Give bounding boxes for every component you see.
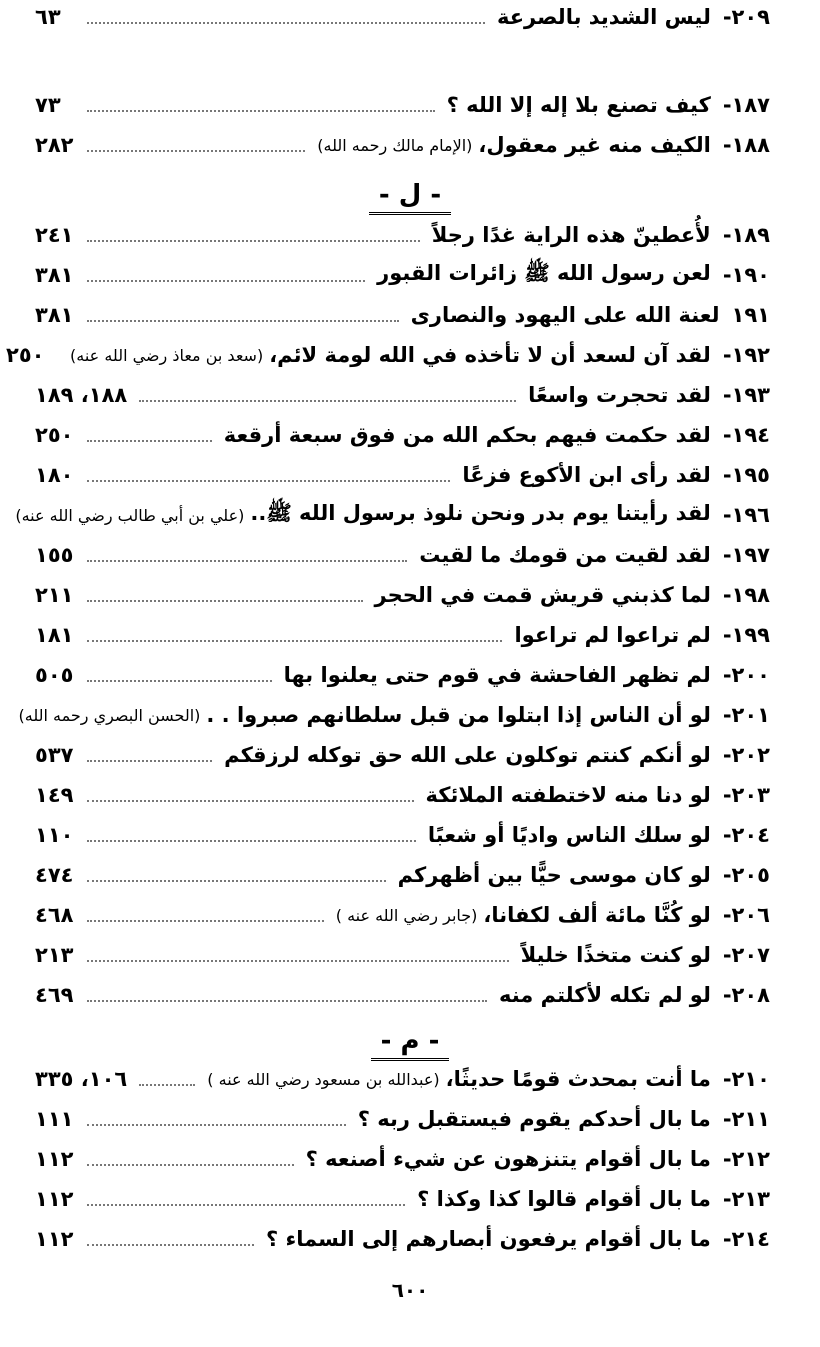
entry-page-ref: ١٤٩: [35, 783, 74, 807]
entry-number: ١٨٧-: [722, 93, 770, 117]
entry-number: ٢٠٥-: [722, 863, 770, 887]
dot-leader: [87, 600, 363, 602]
entry-text: ما بال أقوام قالوا كذا وكذا ؟: [417, 1187, 711, 1211]
entry-number: ٢٠٧-: [722, 943, 770, 967]
dot-leader: [87, 1244, 254, 1246]
dot-leader: [87, 960, 509, 962]
dot-leader: [87, 880, 386, 882]
dot-leader: [87, 22, 485, 24]
dot-leader: [87, 640, 502, 642]
index-entry: [35, 818, 770, 852]
entry-number: ١٨٨-: [722, 133, 770, 157]
entry-page-ref: ١٥٥: [35, 543, 74, 567]
entry-text: لو كان موسى حيًّا بين أظهركم: [397, 863, 711, 887]
entry-attribution: (جابر رضي الله عنه ): [335, 905, 478, 925]
dot-leader: [87, 110, 435, 112]
index-entry: [35, 618, 770, 652]
entry-text: لقد حكمت فيهم بحكم الله من فوق سبعة أرقعة: [223, 423, 711, 447]
dot-leader: [87, 800, 414, 802]
entry-text: لو سلك الناس واديًا أو شعبًا: [427, 823, 711, 847]
entry-page-ref: ٥٣٧: [35, 743, 74, 767]
dot-leader: [139, 400, 516, 402]
entry-text: لقد آن لسعد أن لا تأخذه في الله لومة لائم،: [269, 343, 711, 367]
entry-number: ٢١٠-: [722, 1067, 770, 1091]
entry-page-ref: ٢١١: [35, 583, 74, 607]
entry-text: ما أنت بمحدث قومًا حديثًا،: [445, 1067, 711, 1091]
index-entry: [35, 1222, 770, 1256]
dot-leader: [87, 1204, 405, 1206]
index-entry: [35, 258, 770, 292]
entry-text: لو أنكم كنتم توكلون على الله حق توكله لرزقكم: [224, 743, 711, 767]
entry-page-ref: ١٨٨، ١٨٩: [35, 383, 128, 407]
section-heading: [0, 1026, 820, 1061]
entry-number: ٢١٢-: [722, 1147, 770, 1171]
entry-attribution: (سعد بن معاذ رضي الله عنه): [70, 345, 264, 365]
entry-page-ref: ٤٧٤: [35, 863, 74, 887]
entry-page-ref: ٢٤١: [35, 223, 74, 247]
entry-text: لم تظهر الفاحشة في قوم حتى يعلنوا بها: [283, 663, 711, 687]
entry-page-ref: ٦٣: [35, 5, 61, 29]
dot-leader: [87, 280, 365, 282]
entry-number: ١٩١: [731, 303, 770, 327]
entry-number: ٢١١-: [722, 1107, 770, 1131]
entry-text: ما بال أقوام يرفعون أبصارهم إلى السماء ؟: [265, 1227, 711, 1251]
entry-page-ref: ٧٣: [35, 93, 61, 117]
entry-text: ما بال أقوام يتنزهون عن شيء أصنعه ؟: [305, 1147, 711, 1171]
entry-number: ٢١٣-: [722, 1187, 770, 1211]
dot-leader: [87, 920, 324, 922]
entry-text: لقد لقيت من قومك ما لقيت: [419, 543, 711, 567]
page-number: ٦٠٠: [391, 1278, 429, 1302]
index-entry: [35, 0, 770, 34]
index-entry: [35, 578, 770, 612]
entry-text: ليس الشديد بالصرعة: [496, 5, 711, 29]
entry-text: لقد رأيتنا يوم بدر ونحن نلوذ برسول الله ﷺ..: [250, 500, 711, 525]
dot-leader: [87, 320, 399, 322]
entry-text: لعنة الله على اليهود والنصارى: [410, 303, 720, 327]
entry-number: ١٩٨-: [722, 583, 770, 607]
entry-page-ref: ٢٨٢: [35, 133, 74, 157]
entry-attribution: (علي بن أبي طالب رضي الله عنه): [15, 505, 245, 525]
index-entry: [18, 698, 770, 732]
index-entry: [35, 458, 770, 492]
dot-leader: [87, 680, 272, 682]
entry-page-ref: ١١٢: [35, 1147, 74, 1171]
index-entry: [35, 1142, 770, 1176]
entry-text: الكيف منه غير معقول،: [478, 133, 711, 157]
entry-number: ١٩٧-: [722, 543, 770, 567]
entry-number: ١٩٣-: [722, 383, 770, 407]
entry-page-ref: ٣٨١: [35, 263, 74, 287]
entry-number: ٢٠٤-: [722, 823, 770, 847]
entry-page-ref: ١١٢: [35, 1227, 74, 1251]
index-entry: [35, 128, 770, 162]
entry-number: ٢٠٦-: [722, 903, 770, 927]
entry-text: لو كُنَّا مائة ألف لكفانا،: [483, 903, 711, 927]
section-heading: [0, 180, 820, 215]
entry-text: لو دنا منه لاختطفته الملائكة: [425, 783, 711, 807]
entry-page-ref: ٤٦٩: [35, 983, 74, 1007]
entry-page-ref: ٤٦٨: [35, 903, 74, 927]
entry-text: لم تراعوا لم تراعوا: [514, 623, 711, 647]
entry-attribution: (الإمام مالك رحمه الله): [317, 135, 473, 155]
entry-number: ٢١٤-: [722, 1227, 770, 1251]
entry-attribution: (عبدالله بن مسعود رضي الله عنه ): [207, 1069, 440, 1089]
entry-page-ref: ٣٨١: [35, 303, 74, 327]
entry-number: ١٨٩-: [722, 223, 770, 247]
index-entry: [35, 938, 770, 972]
entry-page-ref: ١١٢: [35, 1187, 74, 1211]
entry-number: ٢٠٣-: [722, 783, 770, 807]
entry-number: ٢٠٠-: [722, 663, 770, 687]
entry-page-ref: ٥٠٥: [35, 663, 74, 687]
entry-text: لو لم تكله لأكلتم منه: [499, 983, 711, 1007]
entry-number: ١٩٤-: [722, 423, 770, 447]
dot-leader: [87, 840, 416, 842]
entry-number: ١٩٢-: [722, 343, 770, 367]
dot-leader: [87, 760, 212, 762]
index-entry: [35, 738, 770, 772]
index-entry: [35, 88, 770, 122]
entry-number: ١٩٦-: [722, 503, 770, 527]
entry-page-ref: ٢٥٠: [35, 423, 74, 447]
dot-leader: [87, 1000, 487, 1002]
section-heading-letter: - ل -: [369, 180, 451, 215]
index-entry: [35, 418, 770, 452]
section-heading-letter: - م -: [371, 1026, 450, 1061]
entry-text: ما بال أحدكم يقوم فيستقبل ربه ؟: [357, 1107, 711, 1131]
entry-text: لقد تحجرت واسعًا: [528, 383, 711, 407]
entry-page-ref: ١٨٠: [35, 463, 74, 487]
dot-leader: [87, 240, 420, 242]
index-entry: [35, 778, 770, 812]
index-entry: [35, 898, 770, 932]
dot-leader: [87, 480, 450, 482]
index-entry: [6, 338, 770, 372]
entry-number: ٢٠٨-: [722, 983, 770, 1007]
entry-number: ٢٠١-: [722, 703, 770, 727]
index-entry: [35, 1182, 770, 1216]
entry-page-ref: ١٠٦، ٣٣٥: [35, 1067, 128, 1091]
entry-number: ١٩٥-: [722, 463, 770, 487]
entry-attribution: (الحسن البصري رحمه الله): [18, 705, 201, 725]
entry-number: ١٩٩-: [722, 623, 770, 647]
index-entry: [35, 978, 770, 1012]
index-entry: [35, 218, 770, 252]
entry-page-ref: ١١١: [35, 1107, 74, 1131]
index-entry: [35, 298, 770, 332]
dot-leader: [87, 440, 212, 442]
dot-leader: [87, 150, 305, 152]
entry-page-ref: ٢١٣: [35, 943, 74, 967]
dot-leader: [139, 1084, 195, 1086]
entry-number: ٢٠٢-: [722, 743, 770, 767]
entry-number: ١٩٠-: [722, 263, 770, 287]
entry-text: كيف تصنع بلا إله إلا الله ؟: [446, 93, 711, 117]
entry-text: لو أن الناس إذا ابتلوا من قبل سلطانهم صبروا . .: [206, 703, 711, 727]
index-entry: [35, 658, 770, 692]
dot-leader: [87, 1124, 346, 1126]
entry-text: لعن رسول الله ﷺ زائرات القبور: [377, 260, 711, 285]
dot-leader: [87, 560, 407, 562]
index-entry: [35, 538, 770, 572]
index-entry: [15, 498, 770, 532]
entry-text: لما كذبني قريش قمت في الحجر: [374, 583, 711, 607]
index-entry: [35, 1062, 770, 1096]
entry-page-ref: ١٨١: [35, 623, 74, 647]
index-entry: [35, 1102, 770, 1136]
entry-page-ref: ٢٥٠: [6, 343, 45, 367]
entry-text: لأُعطينّ هذه الراية غدًا رجلاً: [431, 223, 711, 247]
entry-text: لو كنت متخذًا خليلاً: [520, 943, 711, 967]
dot-leader: [87, 1164, 294, 1166]
entry-text: لقد رأى ابن الأكوع فزعًا: [462, 463, 711, 487]
index-entry: [35, 858, 770, 892]
index-entry: [35, 378, 770, 412]
entry-number: ٢٠٩-: [722, 5, 770, 29]
entry-page-ref: ١١٠: [35, 823, 74, 847]
